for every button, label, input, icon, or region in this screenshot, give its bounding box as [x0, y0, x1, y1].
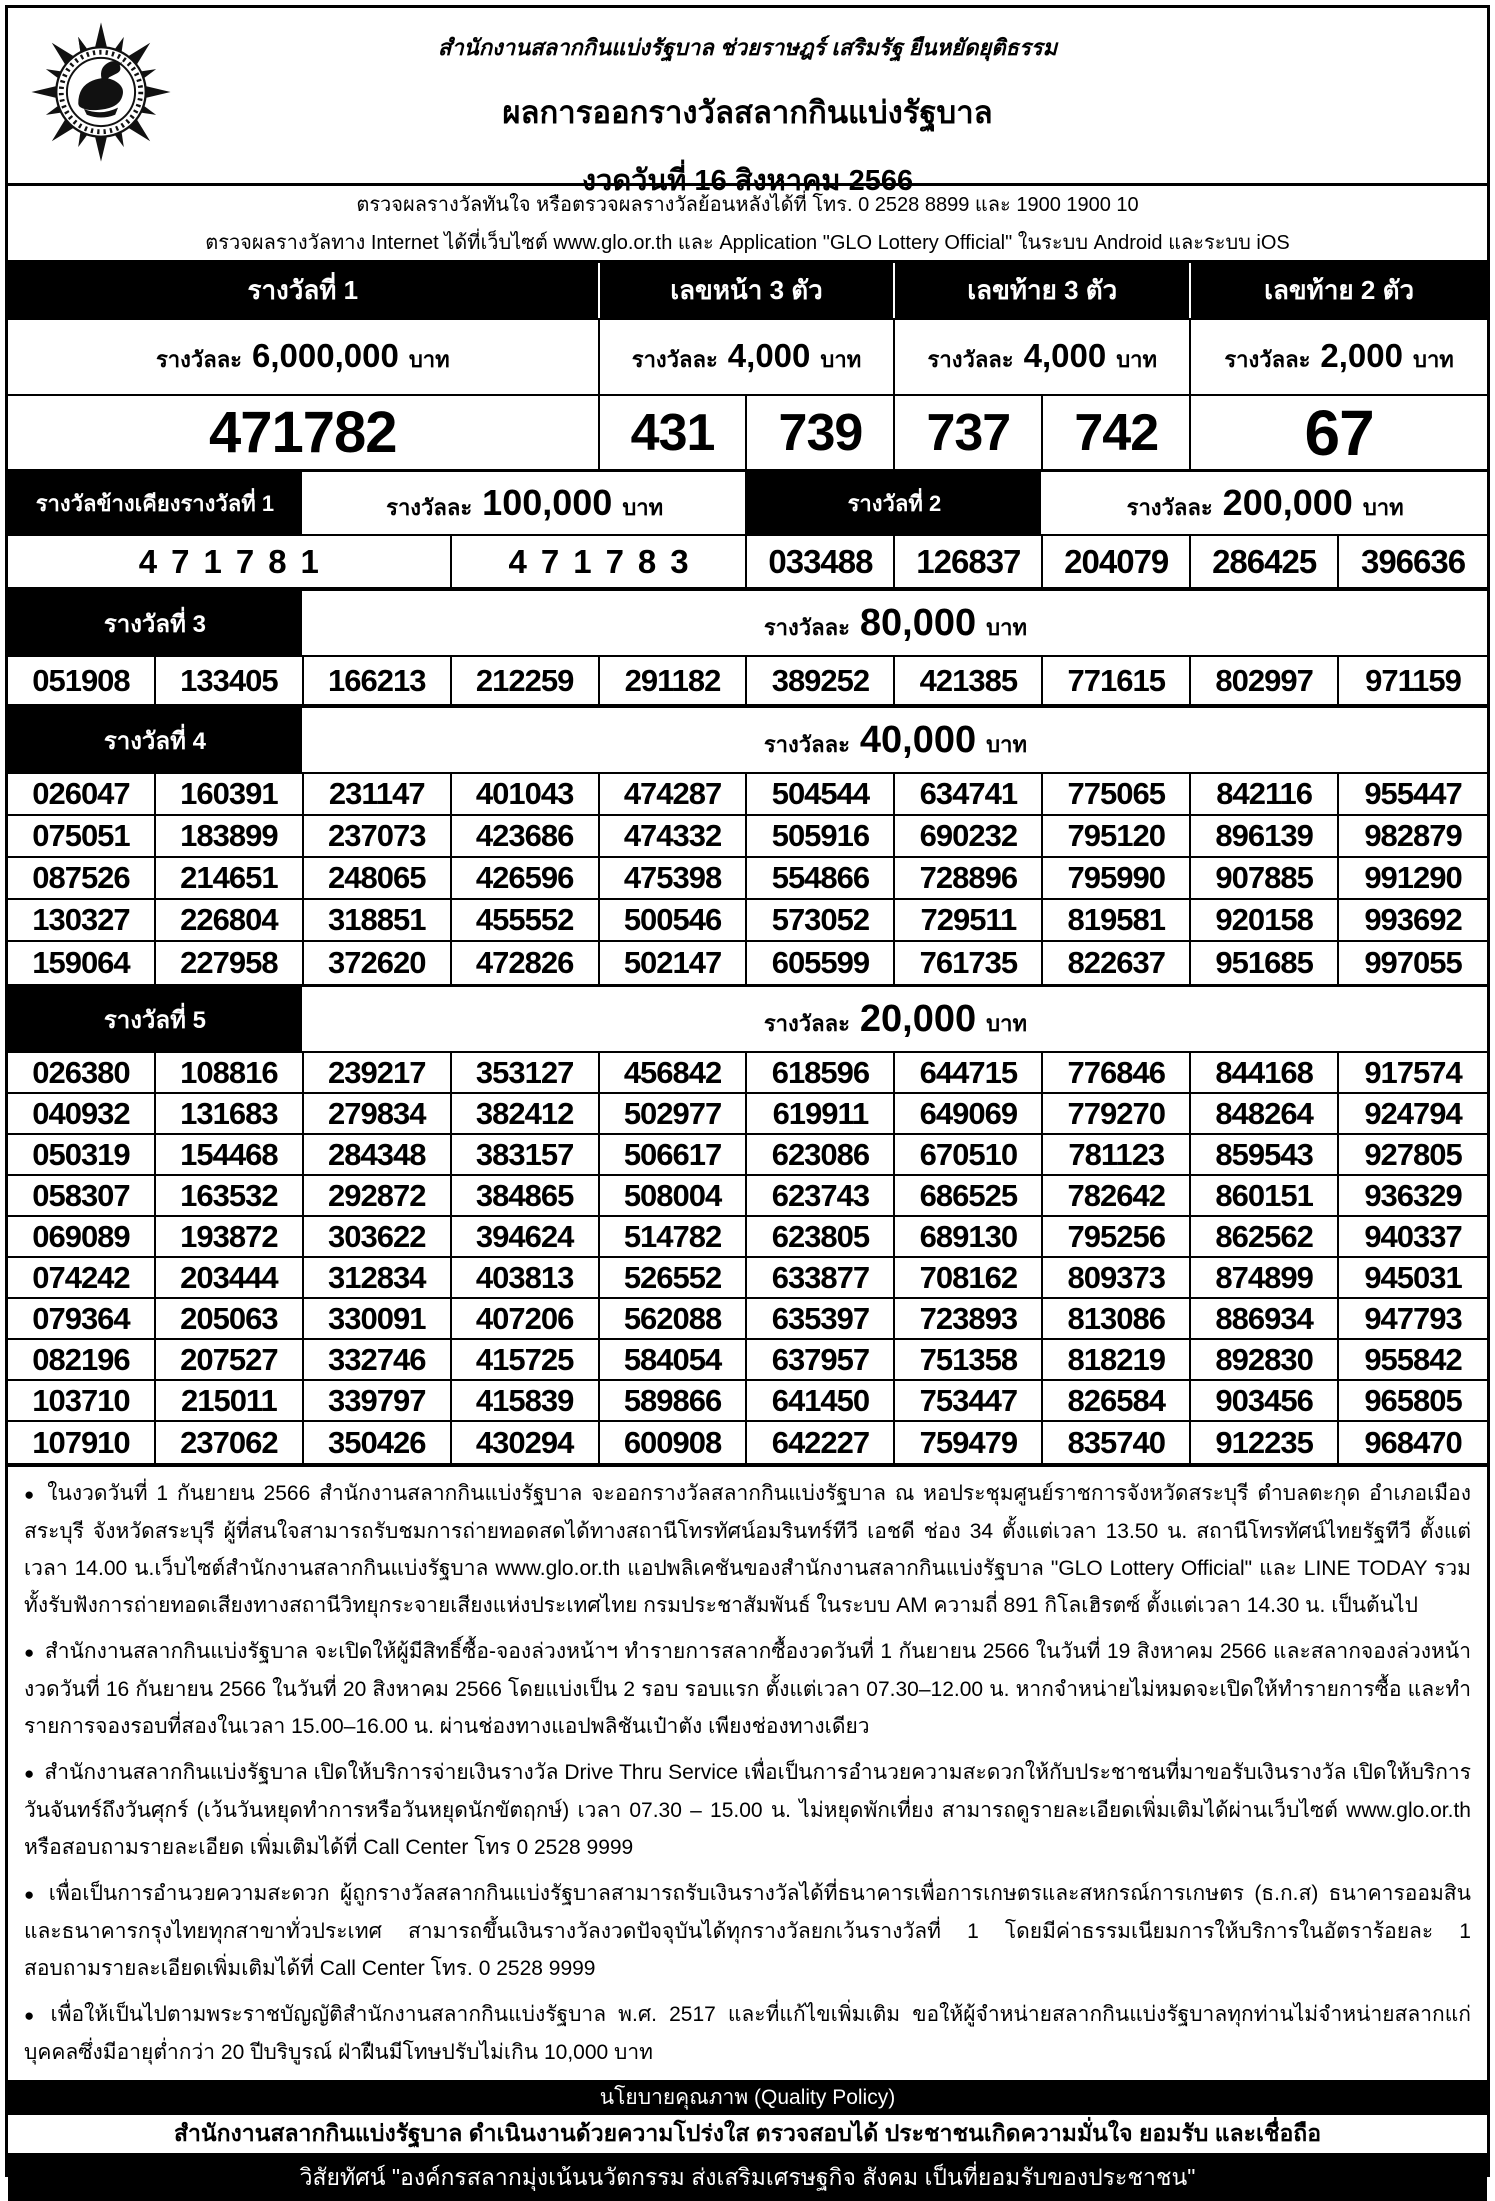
number-cell: 131683	[156, 1094, 304, 1135]
number-cell: 848264	[1191, 1094, 1339, 1135]
number-cell: 183899	[156, 816, 304, 858]
number-cell: 936329	[1339, 1176, 1487, 1217]
note-paragraph: ● เพื่อเป็นการอำนวยความสะดวก ผู้ถูกรางวัลสลากกินแบ่งรัฐบาลสามารถรับเงินรางวัลได้ที่ธนาคารเพื่อการเกษตรและสหกรณ์การเกษตร (ธ.ก.ส) ธนาคารออมสิน และธนาคารกรุงไทยทุกสาขาทั่วประเทศ สามารถขึ้นเงินรางวัลงวดปัจจุบันได้ทุกรางวัลยกเว้นรางวัลที่ 1 โดยมีค่าธรรมเนียมการให้บริการในอัตราร้อยละ 1 สอบถามรายละเอียดเพิ่มเติมได้ที่ Call Center โทร. 0 2528 9999	[24, 1882, 1471, 1980]
number-cell: 279834	[304, 1094, 452, 1135]
number-cell: 955447	[1339, 774, 1487, 816]
number-cell: 795120	[1043, 816, 1191, 858]
number-cell: 633877	[747, 1258, 895, 1299]
number-cell: 526552	[600, 1258, 748, 1299]
number-cell: 795256	[1043, 1217, 1191, 1258]
number-cell: 982879	[1339, 816, 1487, 858]
bullet-icon: ●	[24, 1643, 35, 1662]
header-first-prize: รางวัลที่ 1	[8, 263, 600, 318]
number-cell: 339797	[304, 1381, 452, 1422]
document-header	[8, 8, 1487, 197]
number-cell: 318851	[304, 900, 452, 942]
fourth-prize-numbers	[8, 774, 1487, 987]
number-cell: 227958	[156, 942, 304, 984]
number-cell: 159064	[8, 942, 156, 984]
number-cell: 637957	[747, 1340, 895, 1381]
number-cell: 781123	[1043, 1135, 1191, 1176]
number-cell: 862562	[1191, 1217, 1339, 1258]
number-cell: 623086	[747, 1135, 895, 1176]
number-cell: 997055	[1364, 945, 1462, 980]
number-cell: 205063	[156, 1299, 304, 1340]
number-cell: 382412	[452, 1094, 600, 1135]
bullet-icon: ●	[24, 2006, 41, 2025]
number-cell: 562088	[600, 1299, 748, 1340]
number-cell: 779270	[1043, 1094, 1191, 1135]
number-cell: 818219	[1043, 1340, 1191, 1381]
front3-number: 431	[600, 396, 748, 469]
number-cell: 401043	[452, 774, 600, 816]
number-cell: 207527	[156, 1340, 304, 1381]
number-cell: 819581	[1043, 900, 1191, 942]
number-cell: 415725	[452, 1340, 600, 1381]
note-paragraph: ● ในงวดวันที่ 1 กันยายน 2566 สำนักงานสลากกินแบ่งรัฐบาล จะออกรางวัลสลากกินแบ่งรัฐบาล ณ หอประชุมศูนย์ราชการจังหวัดสระบุรี ตำบลตะกุด อำเภอเมืองสระบุรี จังหวัดสระบุรี ผู้ที่สนใจสามารถรับชมการถ่ายทอดสดได้ทางสถานีโทรทัศน์อมรินทร์ทีวี เอชดี ช่อง 34 ตั้งแต่เวลา 13.50 น. สถานีโทรทัศน์ไทยรัฐทีวี ตั้งแต่เวลา 14.00 น.เว็บไซต์สำนักงานสลากกินแบ่งรัฐบาล www.glo.or.th แอปพลิเคชันของสำนักงานสลากกินแบ่งรัฐบาล "GLO Lottery Official" และ LINE TODAY รวมทั้งรับฟังการถ่ายทอดเสียงทางสถานีวิทยุกระจายเสียงแห่งประเทศไทย กรมประชาสัมพันธ์ ในระบบ AM ความถี่ 891 กิโลเฮิรตซ์ ตั้งแต่เวลา 14.30 น. เป็นต้นไป	[24, 1482, 1471, 1617]
number-cell: 775065	[1043, 774, 1191, 816]
number-cell: 303622	[304, 1217, 452, 1258]
second-prize-number: 396636	[1360, 542, 1466, 580]
bullet-icon: ●	[24, 1485, 38, 1504]
number-cell: 623743	[747, 1176, 895, 1217]
number-cell: 903456	[1191, 1381, 1339, 1422]
number-cell: 751358	[895, 1340, 1043, 1381]
number-cell: 455552	[452, 900, 600, 942]
number-cell: 927805	[1339, 1135, 1487, 1176]
number-cell: 154468	[156, 1135, 304, 1176]
number-cell: 795990	[1043, 858, 1191, 900]
note-paragraph: ● เพื่อให้เป็นไปตามพระราชบัญญัติสำนักงานสลากกินแบ่งรัฐบาล พ.ศ. 2517 และที่แก้ไขเพิ่มเติม ขอให้ผู้จำหน่ายสลากกินแบ่งรัฐบาลทุกท่านไม่จำหน่ายสลากแก่บุคคลซึ่งมีอายุต่ำกว่า 20 ปีบริบูรณ์ ฝ่าฝืนมีโทษปรับไม่เกิน 10,000 บาท	[24, 2003, 1471, 2064]
third-prize-amount: รางวัลละ 80,000 บาท	[763, 601, 1027, 644]
number-cell: 237073	[304, 816, 452, 858]
number-cell: 573052	[747, 900, 895, 942]
number-cell: 203444	[156, 1258, 304, 1299]
number-cell: 907885	[1191, 858, 1339, 900]
fifth-prize-header	[8, 987, 1487, 1053]
number-cell: 082196	[8, 1340, 156, 1381]
number-cell: 231147	[304, 774, 452, 816]
number-cell: 635397	[747, 1299, 895, 1340]
number-cell: 605599	[747, 942, 895, 984]
number-cell: 069089	[8, 1217, 156, 1258]
number-cell: 584054	[600, 1340, 748, 1381]
number-cell: 212259	[452, 657, 600, 704]
number-cell: 248065	[304, 858, 452, 900]
number-cell: 502977	[600, 1094, 748, 1135]
vision-statement-bar: วิสัยทัศน์ "องค์กรสลากมุ่งเน้นนวัตกรรม ส่งเสริมเศรษฐกิจ สังคม เป็นที่ยอมรับของประชาชน"	[8, 2155, 1487, 2201]
number-cell: 554866	[747, 858, 895, 900]
number-cell: 472826	[452, 942, 600, 984]
draw-date: งวดวันที่ 16 สิงหาคม 2566	[581, 165, 914, 197]
number-cell: 753447	[895, 1381, 1043, 1422]
number-cell: 058307	[8, 1176, 156, 1217]
number-cell: 761735	[895, 942, 1043, 984]
number-cell: 051908	[8, 657, 156, 704]
number-cell: 353127	[452, 1053, 600, 1094]
number-cell: 708162	[895, 1258, 1043, 1299]
number-cell: 600908	[600, 1422, 748, 1463]
prize-column-headers	[8, 263, 1487, 320]
number-cell: 504544	[747, 774, 895, 816]
number-cell: 623805	[747, 1217, 895, 1258]
number-cell: 350426	[304, 1422, 452, 1463]
number-cell: 649069	[895, 1094, 1043, 1135]
number-cell: 389252	[747, 657, 895, 704]
number-cell: 723893	[895, 1299, 1043, 1340]
number-cell: 330091	[304, 1299, 452, 1340]
number-cell: 500546	[600, 900, 748, 942]
number-cell: 859543	[1191, 1135, 1339, 1176]
number-cell: 226804	[156, 900, 304, 942]
number-cell: 403813	[452, 1258, 600, 1299]
number-cell: 813086	[1043, 1299, 1191, 1340]
number-cell: 728896	[895, 858, 1043, 900]
note-paragraph: ● สำนักงานสลากกินแบ่งรัฐบาล เปิดให้บริการจ่ายเงินรางวัล Drive Thru Service เพื่อเป็นการอำนวยความสะดวกให้กับประชาชนที่มาขอรับเงินรางวัล เปิดให้บริการวันจันทร์ถึงวันศุกร์ (เว้นวันหยุดทำการหรือวันหยุดนักขัตฤกษ์) เวลา 07.30 – 15.00 น. ไม่หยุดพักเที่ยง สามารถดูรายละเอียดเพิ่มเติมได้ผ่านเว็บไซต์ www.glo.or.th หรือสอบถามรายละเอียด เพิ่มเติมได้ที่ Call Center โทร 0 2528 9999	[24, 1761, 1471, 1859]
second-prize-amount: รางวัลละ 200,000 บาท	[1126, 481, 1404, 523]
number-cell: 384865	[452, 1176, 600, 1217]
number-cell: 924794	[1339, 1094, 1487, 1135]
number-cell: 284348	[304, 1135, 452, 1176]
adjacent-and-second-header	[8, 472, 1487, 536]
number-cell: 332746	[304, 1340, 452, 1381]
number-cell: 430294	[452, 1422, 600, 1463]
front3-number: 739	[747, 396, 895, 469]
winning-numbers-row	[8, 396, 1487, 472]
number-cell: 026380	[8, 1053, 156, 1094]
number-cell: 759479	[895, 1422, 1043, 1463]
number-cell: 670510	[895, 1135, 1043, 1176]
number-cell: 160391	[156, 774, 304, 816]
announcement-notes	[8, 1467, 1487, 2080]
number-cell: 502147	[600, 942, 748, 984]
number-cell: 991290	[1339, 858, 1487, 900]
number-cell: 456842	[600, 1053, 748, 1094]
adjacent-and-second-numbers	[8, 536, 1487, 591]
number-cell: 107910	[8, 1422, 156, 1463]
number-cell: 214651	[156, 858, 304, 900]
page-title: ผลการออกรางวัลสลากกินแบ่งรัฐบาล	[502, 95, 993, 130]
fourth-prize-label: รางวัลที่ 4	[8, 708, 304, 772]
note-paragraph: ● สำนักงานสลากกินแบ่งรัฐบาล จะเปิดให้ผู้มีสิทธิ์ซื้อ-จองล่วงหน้าฯ ทำรายการสลากซื้องวดวันที่ 1 กันยายน 2566 ในวันที่ 19 สิงหาคม 2566 และสลากจองล่วงหน้างวดวันที่ 16 กันยายน 2566 ในวันที่ 20 สิงหาคม 2566 โดยแบ่งเป็น 2 รอบ รอบแรก ตั้งแต่เวลา 07.30–12.00 น. หากจำหน่ายไม่หมดจะเปิดให้ทำรายการซื้อ และทำรายการจองรอบที่สองในเวลา 15.00–16.00 น. ผ่านช่องทางแอปพลิชันเป๋าตัง เพียงช่องทางเดียว	[24, 1640, 1471, 1738]
second-prize-number: 204079	[1043, 536, 1191, 587]
number-cell: 920158	[1191, 900, 1339, 942]
number-cell: 874899	[1191, 1258, 1339, 1299]
quality-policy-title-bar: นโยบายคุณภาพ (Quality Policy)	[8, 2080, 1487, 2115]
number-cell: 619911	[747, 1094, 895, 1135]
number-cell: 163532	[156, 1176, 304, 1217]
number-cell: 782642	[1043, 1176, 1191, 1217]
bullet-icon: ●	[24, 1885, 39, 1904]
first-prize-number: 471782	[8, 396, 600, 469]
number-cell: 215011	[156, 1381, 304, 1422]
number-cell: 835740	[1043, 1422, 1191, 1463]
number-cell: 426596	[452, 858, 600, 900]
number-cell: 421385	[895, 657, 1043, 704]
number-cell: 634741	[895, 774, 1043, 816]
header-last2: เลขท้าย 2 ตัว	[1191, 263, 1487, 318]
number-cell: 050319	[8, 1135, 156, 1176]
number-cell: 040932	[8, 1094, 156, 1135]
agency-motto: สำนักงานสลากกินแบ่งรัฐบาล ช่วยราษฎร์ เสริมรัฐ ยืนหยัดยุติธรรม	[437, 35, 1058, 60]
second-prize-number: 126837	[895, 536, 1043, 587]
adjacent-first-amount: รางวัลละ 100,000 บาท	[386, 481, 664, 523]
number-cell: 690232	[895, 816, 1043, 858]
number-cell: 074242	[8, 1258, 156, 1299]
number-cell: 802997	[1191, 657, 1339, 704]
number-cell: 844168	[1191, 1053, 1339, 1094]
third-prize-label: รางวัลที่ 3	[8, 591, 304, 655]
number-cell: 947793	[1339, 1299, 1487, 1340]
number-cell: 826584	[1043, 1381, 1191, 1422]
number-cell: 689130	[895, 1217, 1043, 1258]
number-cell: 475398	[600, 858, 748, 900]
number-cell: 415839	[452, 1381, 600, 1422]
fifth-prize-numbers	[8, 1053, 1487, 1467]
first-prize-amount: รางวัลละ 6,000,000 บาท	[155, 337, 450, 374]
number-cell: 892830	[1191, 1340, 1339, 1381]
fourth-prize-header	[8, 708, 1487, 774]
number-cell: 993692	[1339, 900, 1487, 942]
second-prize-label: รางวัลที่ 2	[747, 472, 1043, 534]
number-cell: 372620	[304, 942, 452, 984]
fourth-prize-amount: รางวัลละ 40,000 บาท	[763, 718, 1027, 761]
number-cell: 965805	[1339, 1381, 1487, 1422]
info-internet-line: ตรวจผลรางวัลทาง Internet ได้ที่เว็บไซต์ www.glo.or.th และ Application "GLO Lottery Official" ในระบบ Android และระบบ iOS	[205, 232, 1290, 254]
glo-seal-logo	[30, 18, 172, 166]
number-cell: 940337	[1339, 1217, 1487, 1258]
front3-amount: รางวัลละ 4,000 บาท	[631, 337, 862, 374]
number-cell: 103710	[8, 1381, 156, 1422]
number-cell: 423686	[452, 816, 600, 858]
number-cell: 079364	[8, 1299, 156, 1340]
number-cell: 917574	[1339, 1053, 1487, 1094]
number-cell: 291182	[600, 657, 748, 704]
number-cell: 951685	[1191, 942, 1339, 984]
number-cell: 133405	[156, 657, 304, 704]
number-cell: 729511	[895, 900, 1043, 942]
number-cell: 971159	[1365, 662, 1461, 698]
second-prize-number: 033488	[747, 536, 895, 587]
last3-number: 742	[1043, 396, 1191, 469]
number-cell: 945031	[1339, 1258, 1487, 1299]
last2-number: 67	[1304, 396, 1374, 469]
adjacent-number: 471783	[452, 536, 748, 587]
prize-amounts-row	[8, 320, 1487, 396]
number-cell: 618596	[747, 1053, 895, 1094]
third-prize-header	[8, 591, 1487, 657]
number-cell: 776846	[1043, 1053, 1191, 1094]
number-cell: 968470	[1364, 1424, 1462, 1460]
number-cell: 108816	[156, 1053, 304, 1094]
number-cell: 912235	[1191, 1422, 1339, 1463]
number-cell: 842116	[1191, 774, 1339, 816]
number-cell: 860151	[1191, 1176, 1339, 1217]
number-cell: 641450	[747, 1381, 895, 1422]
header-front3: เลขหน้า 3 ตัว	[600, 263, 896, 318]
lottery-results-sheet	[5, 5, 1490, 2190]
number-cell: 686525	[895, 1176, 1043, 1217]
quality-policy-text: สำนักงานสลากกินแบ่งรัฐบาล ดำเนินงานด้วยความโปร่งใส ตรวจสอบได้ ประชาชนเกิดความมั่นใจ ยอมรับ และเชื่อถือ	[8, 2115, 1487, 2155]
number-cell: 237062	[156, 1422, 304, 1463]
last3-number: 737	[895, 396, 1043, 469]
number-cell: 026047	[8, 774, 156, 816]
number-cell: 514782	[600, 1217, 748, 1258]
number-cell: 239217	[304, 1053, 452, 1094]
number-cell: 087526	[8, 858, 156, 900]
number-cell: 506617	[600, 1135, 748, 1176]
adjacent-number: 471781	[8, 536, 452, 587]
number-cell: 955842	[1339, 1340, 1487, 1381]
number-cell: 642227	[747, 1422, 895, 1463]
second-prize-number: 286425	[1191, 536, 1339, 587]
number-cell: 394624	[452, 1217, 600, 1258]
number-cell: 474287	[600, 774, 748, 816]
info-phone-line: ตรวจผลรางวัลทันใจ หรือตรวจผลรางวัลย้อนหลังได้ที่ โทร. 0 2528 8899 และ 1900 1900 10	[356, 194, 1139, 216]
number-cell: 292872	[304, 1176, 452, 1217]
third-prize-numbers	[8, 657, 1487, 708]
number-cell: 193872	[156, 1217, 304, 1258]
number-cell: 886934	[1191, 1299, 1339, 1340]
adjacent-first-label: รางวัลข้างเคียงรางวัลที่ 1	[8, 472, 304, 534]
number-cell: 589866	[600, 1381, 748, 1422]
number-cell: 508004	[600, 1176, 748, 1217]
bullet-icon: ●	[24, 1764, 35, 1783]
number-cell: 075051	[8, 816, 156, 858]
number-cell: 166213	[304, 657, 452, 704]
number-cell: 505916	[747, 816, 895, 858]
number-cell: 474332	[600, 816, 748, 858]
number-cell: 383157	[452, 1135, 600, 1176]
number-cell: 822637	[1043, 942, 1191, 984]
number-cell: 130327	[8, 900, 156, 942]
fifth-prize-amount: รางวัลละ 20,000 บาท	[763, 997, 1027, 1040]
header-last3: เลขท้าย 3 ตัว	[895, 263, 1191, 318]
number-cell: 809373	[1043, 1258, 1191, 1299]
last3-amount: รางวัลละ 4,000 บาท	[927, 337, 1158, 374]
number-cell: 312834	[304, 1258, 452, 1299]
number-cell: 644715	[895, 1053, 1043, 1094]
fifth-prize-label: รางวัลที่ 5	[8, 987, 304, 1051]
last2-amount: รางวัลละ 2,000 บาท	[1224, 337, 1454, 374]
number-cell: 407206	[452, 1299, 600, 1340]
number-cell: 896139	[1191, 816, 1339, 858]
number-cell: 771615	[1043, 657, 1191, 704]
